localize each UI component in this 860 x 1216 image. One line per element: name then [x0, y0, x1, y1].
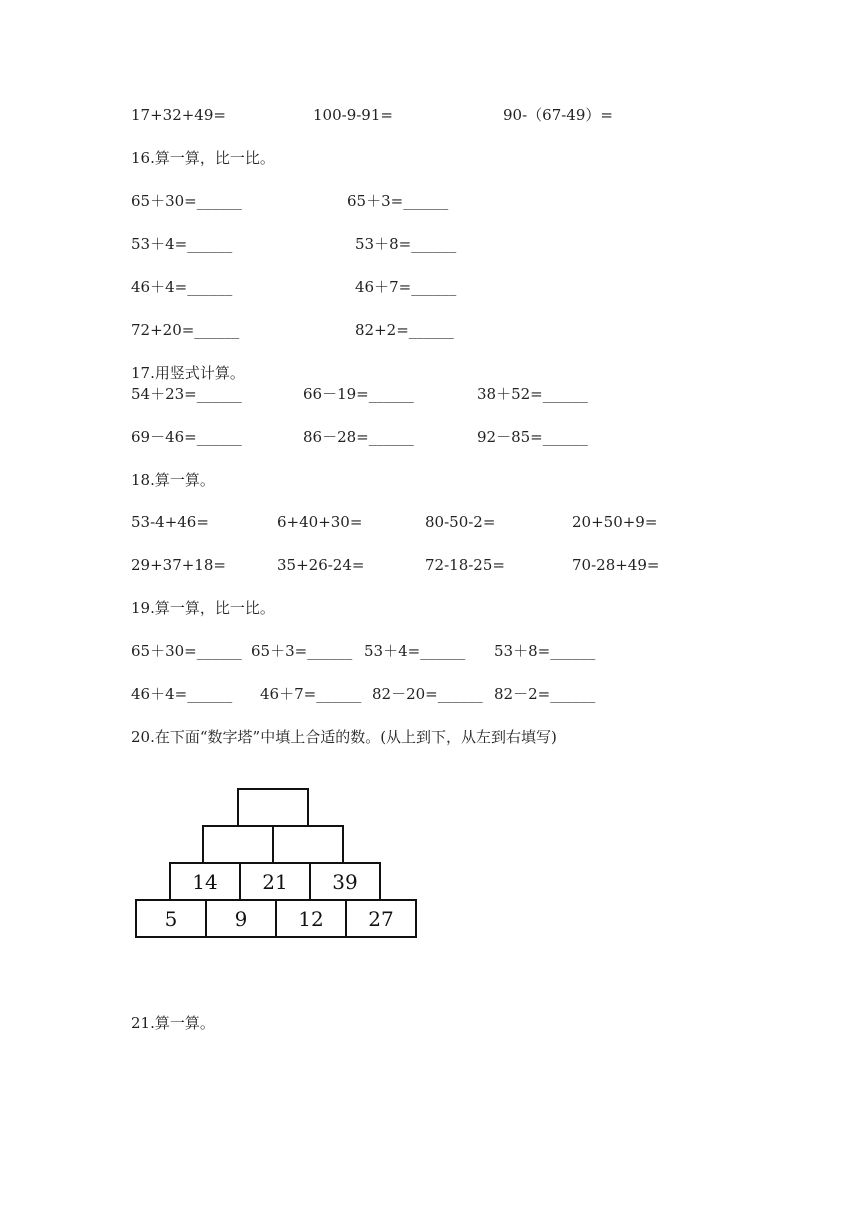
q16-r4-c2: 82+2=______ [355, 321, 454, 339]
expression-top-2: 100-9-91= [313, 106, 393, 124]
q18-title: 18.算一算。 [131, 471, 215, 489]
q18-r1-c2: 6+40+30= [277, 513, 363, 531]
q16-r1-c2: 65＋3=______ [347, 192, 449, 210]
q16-r1-c1: 65＋30=______ [131, 192, 242, 210]
q18-r2-c2: 35+26-24= [277, 556, 365, 574]
q17-title: 17.用竖式计算。 [131, 364, 245, 382]
q19-r1-c1: 65＋30=______ [131, 642, 242, 660]
q16-title: 16.算一算，比一比。 [131, 149, 275, 167]
q19-title: 19.算一算，比一比。 [131, 599, 275, 617]
q19-r2-c1: 46＋4=______ [131, 685, 233, 703]
q17-r1-c3: 38＋52=______ [477, 385, 588, 403]
q18-r2-c3: 72-18-25= [425, 556, 505, 574]
pyramid-cell-r1-1 [238, 789, 308, 826]
q16-r3-c1: 46＋4=______ [131, 278, 233, 296]
q19-r1-c3: 53＋4=______ [364, 642, 466, 660]
number-pyramid [134, 787, 418, 940]
pyramid-value-r4-4: 27 [368, 907, 394, 931]
q17-r2-c2: 86－28=______ [303, 428, 414, 446]
pyramid-value-r4-3: 12 [298, 907, 324, 931]
q18-r2-c4: 70-28+49= [572, 556, 660, 574]
expression-top-1: 17+32+49= [131, 106, 226, 124]
pyramid-value-r4-2: 9 [234, 907, 248, 931]
pyramid-value-r3-2: 21 [262, 870, 288, 894]
q19-r2-c4: 82－2=______ [494, 685, 596, 703]
q17-r1-c2: 66－19=______ [303, 385, 414, 403]
q16-r2-c1: 53＋4=______ [131, 235, 233, 253]
pyramid-value-r4-1: 5 [164, 907, 178, 931]
q16-r3-c2: 46＋7=______ [355, 278, 457, 296]
q18-r1-c4: 20+50+9= [572, 513, 658, 531]
pyramid-value-r3-3: 39 [332, 870, 358, 894]
pyramid-cell-r2-1 [203, 826, 273, 863]
q16-r4-c1: 72+20=______ [131, 321, 240, 339]
q18-r2-c1: 29+37+18= [131, 556, 226, 574]
pyramid-cell-r2-2 [273, 826, 343, 863]
q17-r2-c3: 92－85=______ [477, 428, 588, 446]
q20-title: 20.在下面“数字塔”中填上合适的数。(从上到下，从左到右填写) [131, 728, 557, 746]
q17-r2-c1: 69－46=______ [131, 428, 242, 446]
q19-r2-c2: 46＋7=______ [260, 685, 362, 703]
q19-r1-c2: 65＋3=______ [251, 642, 353, 660]
q19-r2-c3: 82－20=______ [372, 685, 483, 703]
q18-r1-c1: 53-4+46= [131, 513, 209, 531]
q19-r1-c4: 53＋8=______ [494, 642, 596, 660]
q18-r1-c3: 80-50-2= [425, 513, 496, 531]
expression-top-3: 90-（67-49）= [503, 106, 613, 124]
q21-title: 21.算一算。 [131, 1014, 215, 1032]
number-pyramid-svg [134, 787, 418, 940]
q17-r1-c1: 54＋23=______ [131, 385, 242, 403]
pyramid-value-r3-1: 14 [192, 870, 218, 894]
q16-r2-c2: 53＋8=______ [355, 235, 457, 253]
